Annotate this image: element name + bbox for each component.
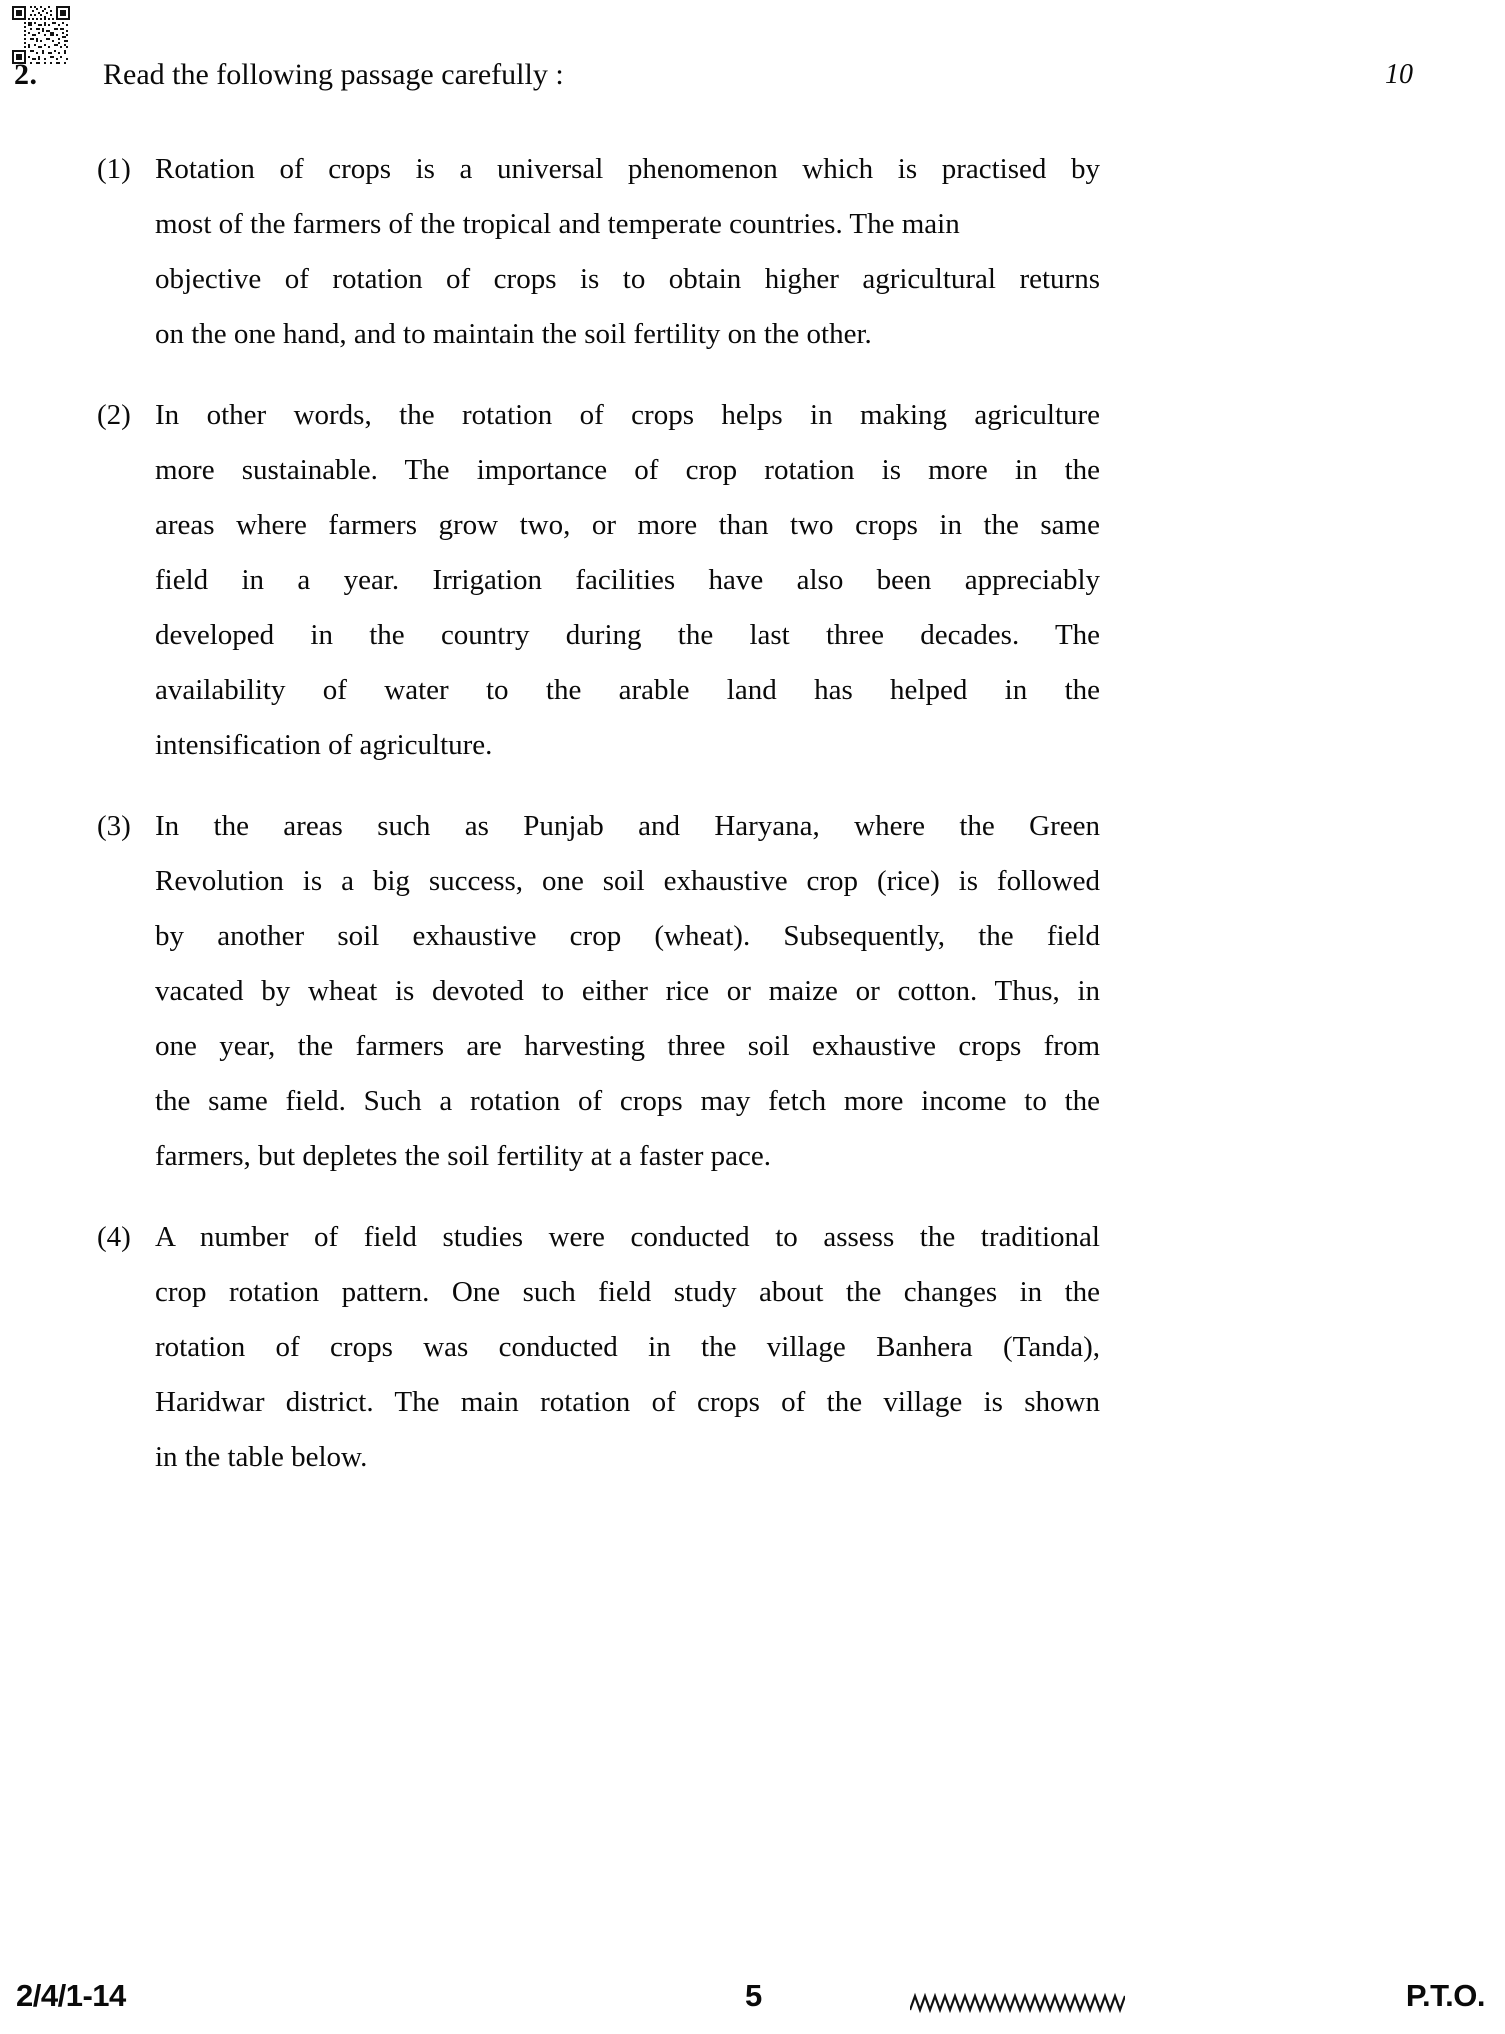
passage-line	[155, 553, 1100, 608]
passage-line	[155, 663, 1100, 718]
passage-line	[155, 1129, 1100, 1184]
passage-line	[155, 854, 1100, 909]
paragraph-marker: (2)	[97, 399, 131, 431]
line-text: more sustainable. The importance of crop rotation is more in the	[155, 454, 1100, 486]
line-text: vacated by wheat is devoted to either rice or maize or cotton. Thus, in	[155, 975, 1101, 1007]
line-text: Haridwar district. The main rotation of crops of the village is shown	[155, 1386, 1100, 1418]
line-text: A number of field studies were conducted to assess the traditional	[155, 1221, 1100, 1253]
passage-line	[155, 252, 1100, 307]
paper-code: 2/4/1-14	[16, 1978, 126, 2013]
passage-line	[155, 1375, 1100, 1430]
passage-paragraph	[97, 388, 1100, 773]
line-text: In other words, the rotation of crops helps in making agriculture	[155, 399, 1101, 431]
passage-line	[155, 197, 1100, 252]
line-text: field in a year. Irrigation facilities have also been appreciably	[155, 564, 1100, 596]
passage-line	[155, 964, 1100, 1019]
paragraph-lines	[155, 388, 1100, 773]
question-marks: 10	[1385, 59, 1413, 90]
line-text: on the one hand, and to maintain the soil fertility on the other.	[155, 318, 872, 350]
question-header-row	[0, 58, 1505, 102]
qr-code-icon	[12, 6, 70, 64]
passage-paragraph	[97, 142, 1100, 362]
passage-line	[155, 498, 1100, 553]
passage-line	[155, 909, 1100, 964]
passage-line	[155, 718, 1100, 773]
line-text: developed in the country during the last three decades. The	[155, 619, 1101, 651]
paragraph-marker: (4)	[97, 1221, 131, 1253]
passage-line	[155, 443, 1100, 498]
paragraph-marker: (3)	[97, 810, 131, 842]
line-text: availability of water to the arable land has helped in the	[155, 674, 1101, 706]
question-instruction: Read the following passage carefully :	[103, 58, 564, 91]
passage-paragraph	[97, 799, 1100, 1184]
passage-line	[155, 1074, 1100, 1129]
page-footer	[0, 1978, 1505, 2028]
line-text: in the table below.	[155, 1441, 368, 1473]
zigzag-rule-icon	[910, 1990, 1125, 2016]
line-text: farmers, but depletes the soil fertility at a faster pace.	[155, 1140, 771, 1172]
passage-body	[97, 142, 1100, 1485]
question-number: 2.	[14, 58, 38, 91]
line-text: intensification of agriculture.	[155, 729, 493, 761]
passage-line	[155, 799, 1100, 854]
line-text: objective of rotation of crops is to obtain higher agricultural returns	[155, 263, 1100, 295]
passage-line	[155, 1430, 1100, 1485]
line-text: most of the farmers of the tropical and temperate countries. The main	[155, 208, 960, 240]
line-text: the same field. Such a rotation of crops may fetch more income to the	[155, 1085, 1101, 1117]
passage-paragraph	[97, 1210, 1100, 1485]
page-number: 5	[745, 1978, 763, 2013]
paragraph-lines	[155, 799, 1100, 1184]
line-text: Revolution is a big success, one soil exhaustive crop (rice) is followed	[155, 865, 1101, 897]
passage-line	[155, 142, 1100, 197]
line-text: areas where farmers grow two, or more than two crops in the same	[155, 509, 1100, 541]
passage-line	[155, 388, 1100, 443]
passage-line	[155, 307, 1100, 362]
passage-line	[155, 1019, 1100, 1074]
passage-line	[155, 1210, 1100, 1265]
line-text: Rotation of crops is a universal phenomenon which is practised by	[155, 153, 1100, 185]
passage-line	[155, 1320, 1100, 1375]
line-text: by another soil exhaustive crop (wheat). Subsequently, the field	[155, 920, 1101, 952]
passage-line	[155, 608, 1100, 663]
line-text: In the areas such as Punjab and Haryana, where the Green	[155, 810, 1100, 842]
paragraph-lines	[155, 1210, 1100, 1485]
line-text: one year, the farmers are harvesting three soil exhaustive crops from	[155, 1030, 1101, 1062]
line-text: crop rotation pattern. One such field study about the changes in the	[155, 1276, 1101, 1308]
passage-line	[155, 1265, 1100, 1320]
line-text: rotation of crops was conducted in the village Banhera (Tanda),	[155, 1331, 1101, 1363]
paragraph-lines	[155, 142, 1100, 362]
turn-over-label: P.T.O.	[1405, 1978, 1485, 2013]
paragraph-marker: (1)	[97, 153, 131, 185]
